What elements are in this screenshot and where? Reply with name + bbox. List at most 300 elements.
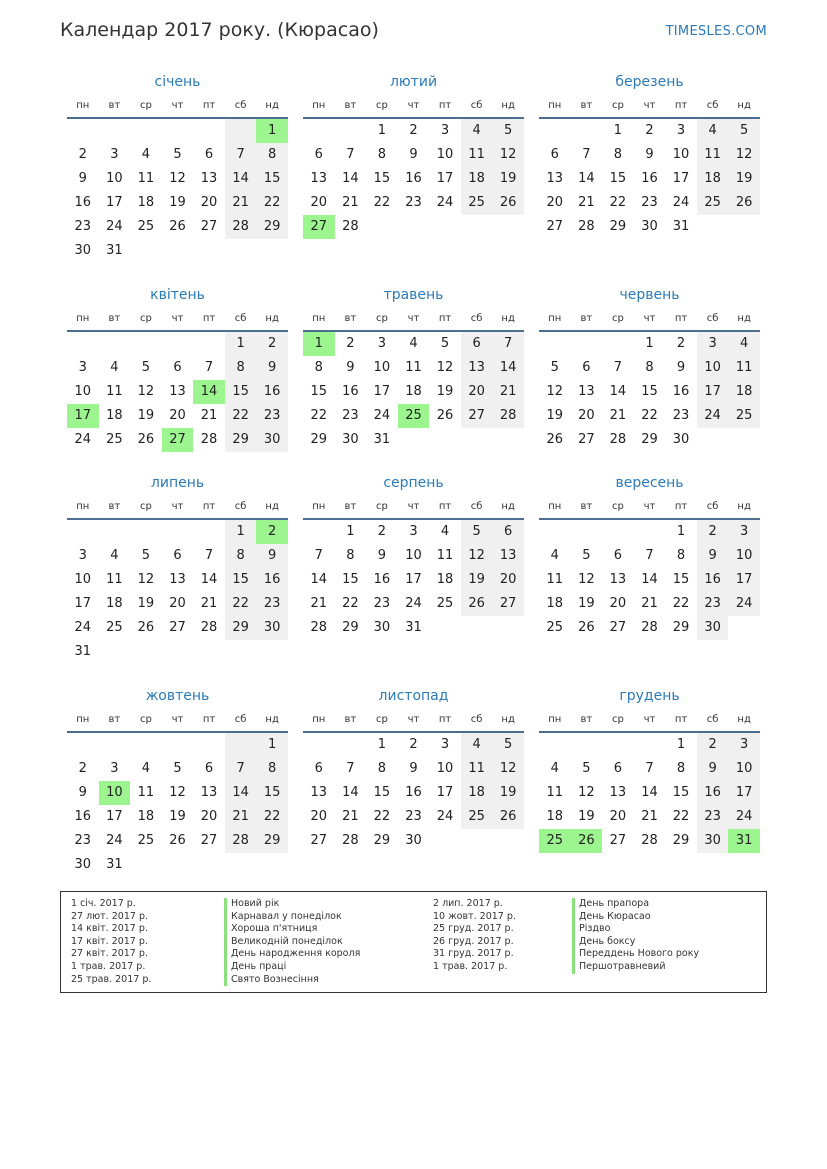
day-cell[interactable]: 11	[405, 360, 422, 375]
day-cell[interactable]: 10	[436, 761, 454, 776]
day-cell[interactable]: 21	[578, 195, 595, 210]
day-cell[interactable]: 27	[609, 833, 627, 848]
day-cell[interactable]: 2	[697, 520, 729, 544]
day-cell[interactable]: 25	[436, 596, 454, 611]
day-cell[interactable]: 27	[609, 620, 627, 635]
day-cell[interactable]: 19	[578, 596, 595, 611]
day-cell[interactable]: 3	[697, 332, 729, 356]
day-cell[interactable]: 25	[461, 191, 493, 215]
day-cell[interactable]: 31	[373, 432, 391, 447]
day-cell[interactable]: 4	[141, 147, 151, 162]
site-logo-link[interactable]: TIMESLES.COM	[665, 24, 767, 39]
day-cell[interactable]: 12	[137, 572, 155, 587]
day-cell[interactable]: 28	[200, 620, 218, 635]
day-cell[interactable]: 14	[342, 171, 359, 186]
day-cell[interactable]: 16	[342, 384, 359, 399]
day-cell[interactable]: 15	[225, 568, 257, 592]
day-cell[interactable]: 16	[74, 809, 92, 824]
day-cell[interactable]: 26	[137, 620, 155, 635]
day-cell[interactable]: 19	[137, 596, 155, 611]
day-cell[interactable]: 23	[405, 195, 422, 210]
day-cell[interactable]: 23	[256, 592, 288, 616]
day-cell[interactable]: 12	[461, 544, 493, 568]
day-cell[interactable]: 30	[74, 857, 92, 872]
day-cell[interactable]: 6	[613, 548, 623, 563]
day-cell[interactable]: 23	[342, 408, 359, 423]
day-cell[interactable]: 19	[728, 167, 760, 191]
day-cell[interactable]: 7	[225, 143, 257, 167]
day-cell[interactable]: 31	[106, 243, 123, 258]
day-cell[interactable]: 10	[74, 572, 92, 587]
day-cell[interactable]: 18	[137, 195, 155, 210]
day-cell[interactable]: 13	[169, 384, 186, 399]
day-cell[interactable]: 21	[225, 191, 257, 215]
day-cell[interactable]: 3	[728, 733, 760, 757]
day-cell[interactable]: 16	[641, 171, 658, 186]
day-cell[interactable]: 22	[672, 809, 690, 824]
day-cell[interactable]: 6	[582, 360, 591, 375]
day-cell[interactable]: 30	[405, 833, 422, 848]
day-cell[interactable]: 8	[645, 360, 654, 375]
day-cell[interactable]: 28	[492, 404, 524, 428]
day-cell[interactable]: 8	[377, 761, 387, 776]
day-cell[interactable]: 18	[728, 380, 760, 404]
day-cell[interactable]: 28	[641, 620, 658, 635]
day-cell[interactable]: 23	[74, 219, 92, 234]
day-cell[interactable]: 24	[74, 432, 92, 447]
day-cell[interactable]: 30	[697, 829, 729, 853]
day-cell[interactable]: 4	[697, 119, 729, 143]
day-cell[interactable]: 9	[256, 544, 288, 568]
day-cell[interactable]: 16	[74, 195, 92, 210]
day-cell[interactable]: 24	[728, 805, 760, 829]
day-cell[interactable]: 13	[310, 785, 328, 800]
day-cell[interactable]: 13	[461, 356, 493, 380]
day-cell[interactable]: 26	[461, 592, 493, 616]
day-cell[interactable]: 7	[645, 548, 654, 563]
day-cell[interactable]: 3	[676, 123, 686, 138]
day-cell[interactable]: 8	[676, 761, 686, 776]
day-cell[interactable]: 12	[436, 360, 454, 375]
day-cell[interactable]: 9	[645, 147, 654, 162]
day-cell[interactable]: 22	[342, 596, 359, 611]
day-cell[interactable]: 14	[342, 785, 359, 800]
day-cell[interactable]: 25	[137, 219, 155, 234]
day-cell[interactable]: 19	[578, 809, 595, 824]
day-cell[interactable]: 15	[256, 167, 288, 191]
day-cell[interactable]: 11	[697, 143, 729, 167]
day-cell[interactable]: 31	[405, 620, 422, 635]
day-cell[interactable]: 23	[697, 805, 729, 829]
day-cell[interactable]: 3	[440, 123, 450, 138]
day-cell[interactable]: 22	[609, 195, 627, 210]
day-cell[interactable]: 29	[256, 829, 288, 853]
day-cell[interactable]: 16	[697, 568, 729, 592]
day-cell[interactable]: 26	[728, 191, 760, 215]
day-cell[interactable]: 14	[641, 572, 658, 587]
day-cell[interactable]: 25	[398, 404, 430, 428]
day-cell[interactable]: 17	[106, 809, 123, 824]
day-cell[interactable]: 31	[672, 219, 690, 234]
day-cell[interactable]: 7	[582, 147, 591, 162]
day-cell[interactable]: 17	[697, 380, 729, 404]
day-cell[interactable]: 28	[225, 215, 257, 239]
day-cell[interactable]: 20	[200, 195, 218, 210]
day-cell[interactable]: 16	[256, 568, 288, 592]
day-cell[interactable]: 8	[314, 360, 323, 375]
day-cell[interactable]: 15	[373, 785, 391, 800]
day-cell[interactable]: 25	[106, 620, 123, 635]
day-cell[interactable]: 12	[546, 384, 564, 399]
day-cell[interactable]: 23	[74, 833, 92, 848]
day-cell[interactable]: 18	[546, 596, 564, 611]
day-cell[interactable]: 11	[546, 785, 564, 800]
day-cell[interactable]: 7	[492, 332, 524, 356]
day-cell[interactable]: 22	[373, 809, 391, 824]
day-cell[interactable]: 7	[204, 548, 214, 563]
day-cell[interactable]: 2	[697, 733, 729, 757]
day-cell[interactable]: 12	[137, 384, 155, 399]
day-cell[interactable]: 3	[377, 336, 387, 351]
day-cell[interactable]: 6	[173, 360, 182, 375]
day-cell[interactable]: 12	[728, 143, 760, 167]
day-cell[interactable]: 27	[303, 215, 335, 239]
day-cell[interactable]: 16	[373, 572, 391, 587]
day-cell[interactable]: 21	[342, 195, 359, 210]
day-cell[interactable]: 11	[137, 171, 155, 186]
day-cell[interactable]: 21	[492, 380, 524, 404]
day-cell[interactable]: 16	[697, 781, 729, 805]
day-cell[interactable]: 11	[436, 548, 454, 563]
day-cell[interactable]: 17	[436, 171, 454, 186]
day-cell[interactable]: 18	[106, 596, 123, 611]
day-cell[interactable]: 12	[492, 757, 524, 781]
day-cell[interactable]: 14	[609, 384, 627, 399]
day-cell[interactable]: 9	[409, 761, 418, 776]
day-cell[interactable]: 17	[728, 781, 760, 805]
day-cell[interactable]: 17	[405, 572, 422, 587]
day-cell[interactable]: 18	[697, 167, 729, 191]
day-cell[interactable]: 19	[436, 384, 454, 399]
day-cell[interactable]: 17	[74, 596, 92, 611]
day-cell[interactable]: 19	[169, 195, 186, 210]
day-cell[interactable]: 27	[578, 432, 595, 447]
day-cell[interactable]: 14	[641, 785, 658, 800]
day-cell[interactable]: 11	[106, 384, 123, 399]
day-cell[interactable]: 23	[405, 809, 422, 824]
day-cell[interactable]: 29	[641, 432, 658, 447]
day-cell[interactable]: 3	[110, 761, 119, 776]
day-cell[interactable]: 20	[461, 380, 493, 404]
day-cell[interactable]: 3	[78, 548, 87, 563]
day-cell[interactable]: 26	[578, 620, 595, 635]
day-cell[interactable]: 23	[697, 592, 729, 616]
day-cell[interactable]: 14	[492, 356, 524, 380]
day-cell[interactable]: 26	[546, 432, 564, 447]
day-cell[interactable]: 22	[641, 408, 658, 423]
day-cell[interactable]: 21	[342, 809, 359, 824]
day-cell[interactable]: 11	[461, 757, 493, 781]
day-cell[interactable]: 9	[676, 360, 686, 375]
day-cell[interactable]: 22	[672, 596, 690, 611]
day-cell[interactable]: 7	[346, 761, 355, 776]
day-cell[interactable]: 29	[373, 833, 391, 848]
day-cell[interactable]: 13	[492, 544, 524, 568]
day-cell[interactable]: 6	[204, 761, 214, 776]
day-cell[interactable]: 25	[546, 620, 564, 635]
day-cell[interactable]: 26	[571, 829, 603, 853]
day-cell[interactable]: 13	[609, 572, 627, 587]
day-cell[interactable]: 18	[106, 408, 123, 423]
day-cell[interactable]: 5	[173, 147, 182, 162]
day-cell[interactable]: 26	[436, 408, 454, 423]
day-cell[interactable]: 10	[728, 544, 760, 568]
day-cell[interactable]: 24	[106, 833, 123, 848]
day-cell[interactable]: 31	[74, 644, 92, 659]
day-cell[interactable]: 15	[672, 785, 690, 800]
day-cell[interactable]: 10	[728, 757, 760, 781]
day-cell[interactable]: 2	[78, 147, 87, 162]
day-cell[interactable]: 9	[78, 171, 87, 186]
day-cell[interactable]: 9	[78, 785, 87, 800]
day-cell[interactable]: 30	[641, 219, 658, 234]
day-cell[interactable]: 5	[550, 360, 559, 375]
day-cell[interactable]: 7	[645, 761, 654, 776]
day-cell[interactable]: 2	[256, 332, 288, 356]
day-cell[interactable]: 23	[672, 408, 690, 423]
day-cell[interactable]: 14	[225, 781, 257, 805]
day-cell[interactable]: 23	[373, 596, 391, 611]
day-cell[interactable]: 29	[310, 432, 328, 447]
day-cell[interactable]: 3	[728, 520, 760, 544]
day-cell[interactable]: 2	[377, 524, 387, 539]
day-cell[interactable]: 15	[342, 572, 359, 587]
day-cell[interactable]: 5	[440, 336, 450, 351]
day-cell[interactable]: 4	[141, 761, 151, 776]
day-cell[interactable]: 21	[641, 809, 658, 824]
day-cell[interactable]: 27	[200, 219, 218, 234]
day-cell[interactable]: 20	[310, 809, 328, 824]
day-cell[interactable]: 28	[641, 833, 658, 848]
day-cell[interactable]: 10	[373, 360, 391, 375]
day-cell[interactable]: 20	[492, 568, 524, 592]
day-cell[interactable]: 30	[697, 616, 729, 640]
day-cell[interactable]: 14	[200, 572, 218, 587]
day-cell[interactable]: 6	[314, 147, 323, 162]
day-cell[interactable]: 4	[440, 524, 450, 539]
day-cell[interactable]: 15	[373, 171, 391, 186]
day-cell[interactable]: 11	[106, 572, 123, 587]
day-cell[interactable]: 28	[225, 829, 257, 853]
day-cell[interactable]: 30	[74, 243, 92, 258]
day-cell[interactable]: 10	[697, 356, 729, 380]
day-cell[interactable]: 25	[461, 805, 493, 829]
day-cell[interactable]: 1	[303, 332, 335, 356]
day-cell[interactable]: 17	[373, 384, 391, 399]
day-cell[interactable]: 17	[728, 568, 760, 592]
day-cell[interactable]: 7	[204, 360, 214, 375]
day-cell[interactable]: 10	[74, 384, 92, 399]
day-cell[interactable]: 10	[672, 147, 690, 162]
day-cell[interactable]: 6	[173, 548, 182, 563]
day-cell[interactable]: 4	[728, 332, 760, 356]
day-cell[interactable]: 25	[137, 833, 155, 848]
day-cell[interactable]: 1	[256, 119, 288, 143]
day-cell[interactable]: 5	[582, 761, 591, 776]
day-cell[interactable]: 6	[613, 761, 623, 776]
day-cell[interactable]: 24	[436, 809, 454, 824]
day-cell[interactable]: 10	[106, 171, 123, 186]
day-cell[interactable]: 1	[377, 123, 387, 138]
day-cell[interactable]: 11	[728, 356, 760, 380]
day-cell[interactable]: 26	[492, 191, 524, 215]
day-cell[interactable]: 12	[492, 143, 524, 167]
day-cell[interactable]: 4	[409, 336, 418, 351]
day-cell[interactable]: 21	[310, 596, 328, 611]
day-cell[interactable]: 15	[609, 171, 627, 186]
day-cell[interactable]: 9	[377, 548, 387, 563]
day-cell[interactable]: 24	[728, 592, 760, 616]
day-cell[interactable]: 19	[461, 568, 493, 592]
day-cell[interactable]: 17	[672, 171, 690, 186]
day-cell[interactable]: 11	[461, 143, 493, 167]
day-cell[interactable]: 24	[373, 408, 391, 423]
day-cell[interactable]: 10	[436, 147, 454, 162]
day-cell[interactable]: 2	[78, 761, 87, 776]
day-cell[interactable]: 8	[613, 147, 623, 162]
day-cell[interactable]: 4	[550, 761, 559, 776]
day-cell[interactable]: 8	[256, 143, 288, 167]
day-cell[interactable]: 5	[141, 360, 151, 375]
day-cell[interactable]: 25	[106, 432, 123, 447]
day-cell[interactable]: 29	[672, 620, 690, 635]
day-cell[interactable]: 1	[613, 123, 623, 138]
day-cell[interactable]: 2	[645, 123, 654, 138]
day-cell[interactable]: 3	[409, 524, 418, 539]
day-cell[interactable]: 9	[346, 360, 355, 375]
day-cell[interactable]: 5	[141, 548, 151, 563]
day-cell[interactable]: 29	[342, 620, 359, 635]
day-cell[interactable]: 26	[169, 833, 186, 848]
day-cell[interactable]: 27	[169, 620, 186, 635]
day-cell[interactable]: 6	[492, 520, 524, 544]
day-cell[interactable]: 1	[377, 737, 387, 752]
day-cell[interactable]: 29	[256, 215, 288, 239]
day-cell[interactable]: 2	[676, 336, 686, 351]
day-cell[interactable]: 13	[609, 785, 627, 800]
day-cell[interactable]: 2	[256, 520, 288, 544]
day-cell[interactable]: 30	[672, 432, 690, 447]
day-cell[interactable]: 25	[728, 404, 760, 428]
day-cell[interactable]: 29	[672, 833, 690, 848]
day-cell[interactable]: 22	[310, 408, 328, 423]
day-cell[interactable]: 20	[546, 195, 564, 210]
day-cell[interactable]: 12	[169, 171, 186, 186]
day-cell[interactable]: 27	[310, 833, 328, 848]
day-cell[interactable]: 9	[256, 356, 288, 380]
day-cell[interactable]: 28	[342, 219, 359, 234]
day-cell[interactable]: 14	[225, 167, 257, 191]
day-cell[interactable]: 12	[578, 572, 595, 587]
day-cell[interactable]: 6	[461, 332, 493, 356]
day-cell[interactable]: 23	[641, 195, 658, 210]
day-cell[interactable]: 20	[578, 408, 595, 423]
day-cell[interactable]: 29	[609, 219, 627, 234]
day-cell[interactable]: 30	[256, 616, 288, 640]
day-cell[interactable]: 5	[173, 761, 182, 776]
day-cell[interactable]: 7	[346, 147, 355, 162]
day-cell[interactable]: 21	[641, 596, 658, 611]
day-cell[interactable]: 26	[492, 805, 524, 829]
day-cell[interactable]: 21	[200, 596, 218, 611]
day-cell[interactable]: 25	[697, 191, 729, 215]
day-cell[interactable]: 1	[256, 733, 288, 757]
day-cell[interactable]: 23	[256, 404, 288, 428]
day-cell[interactable]: 8	[676, 548, 686, 563]
day-cell[interactable]: 16	[405, 785, 422, 800]
day-cell[interactable]: 6	[314, 761, 323, 776]
day-cell[interactable]: 9	[409, 147, 418, 162]
day-cell[interactable]: 1	[645, 336, 654, 351]
day-cell[interactable]: 13	[200, 171, 218, 186]
day-cell[interactable]: 1	[225, 520, 257, 544]
day-cell[interactable]: 22	[373, 195, 391, 210]
day-cell[interactable]: 24	[436, 195, 454, 210]
day-cell[interactable]: 13	[169, 572, 186, 587]
day-cell[interactable]: 20	[310, 195, 328, 210]
day-cell[interactable]: 8	[225, 544, 257, 568]
day-cell[interactable]: 20	[609, 596, 627, 611]
day-cell[interactable]: 22	[225, 592, 257, 616]
day-cell[interactable]: 24	[74, 620, 92, 635]
day-cell[interactable]: 27	[162, 428, 194, 452]
day-cell[interactable]: 20	[200, 809, 218, 824]
day-cell[interactable]: 17	[436, 785, 454, 800]
day-cell[interactable]: 16	[672, 384, 690, 399]
day-cell[interactable]: 13	[310, 171, 328, 186]
day-cell[interactable]: 16	[405, 171, 422, 186]
day-cell[interactable]: 15	[225, 380, 257, 404]
day-cell[interactable]: 6	[550, 147, 559, 162]
day-cell[interactable]: 1	[676, 737, 686, 752]
day-cell[interactable]: 14	[310, 572, 328, 587]
day-cell[interactable]: 14	[578, 171, 595, 186]
day-cell[interactable]: 15	[256, 781, 288, 805]
day-cell[interactable]: 29	[225, 428, 257, 452]
day-cell[interactable]: 18	[461, 167, 493, 191]
day-cell[interactable]: 18	[405, 384, 422, 399]
day-cell[interactable]: 11	[137, 785, 155, 800]
day-cell[interactable]: 5	[582, 548, 591, 563]
day-cell[interactable]: 15	[672, 572, 690, 587]
day-cell[interactable]: 8	[225, 356, 257, 380]
day-cell[interactable]: 2	[346, 336, 355, 351]
day-cell[interactable]: 29	[225, 616, 257, 640]
day-cell[interactable]: 18	[461, 781, 493, 805]
day-cell[interactable]: 30	[256, 428, 288, 452]
day-cell[interactable]: 22	[256, 191, 288, 215]
day-cell[interactable]: 1	[676, 524, 686, 539]
day-cell[interactable]: 21	[609, 408, 627, 423]
day-cell[interactable]: 10	[99, 781, 131, 805]
day-cell[interactable]: 18	[137, 809, 155, 824]
day-cell[interactable]: 4	[550, 548, 559, 563]
day-cell[interactable]: 15	[641, 384, 658, 399]
day-cell[interactable]: 19	[546, 408, 564, 423]
day-cell[interactable]: 19	[137, 408, 155, 423]
day-cell[interactable]: 28	[342, 833, 359, 848]
day-cell[interactable]: 3	[78, 360, 87, 375]
